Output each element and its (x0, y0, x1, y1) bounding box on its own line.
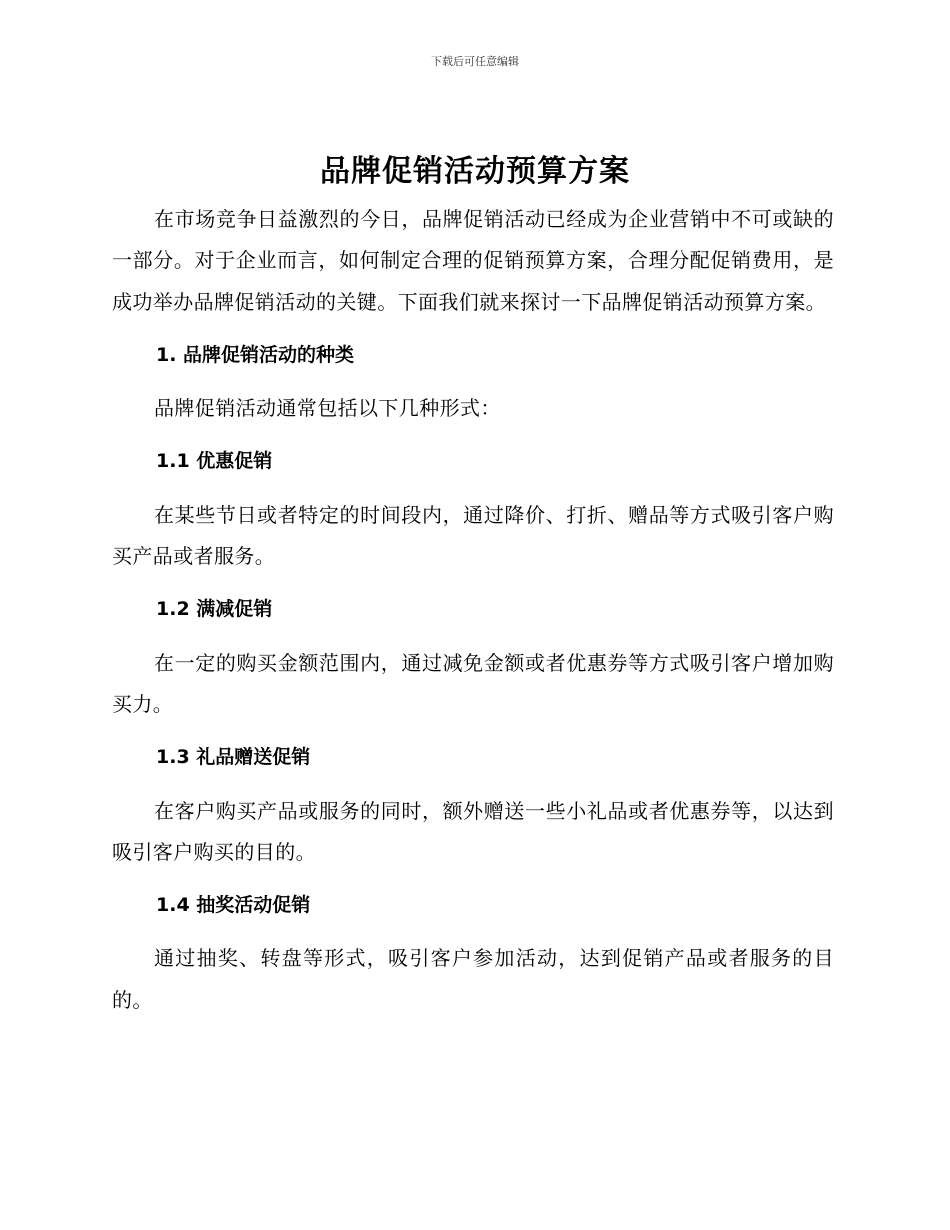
section-heading: 1. 品牌促销活动的种类 (156, 343, 355, 366)
subsection-paragraph-1-4: 通过抽奖、转盘等形式，吸引客户参加活动，达到促销产品或者服务的目的。 (112, 946, 834, 1012)
subsection-paragraph-1-3: 在客户购买产品或服务的同时，额外赠送一些小礼品或者优惠券等，以达到吸引客户购买的目的。 (112, 798, 834, 864)
header-note: 下载后可任意编辑 (431, 55, 519, 68)
document-title: 品牌促销活动预算方案 (320, 154, 630, 189)
subsection-heading-1-1: 1.1 优惠促销 (156, 450, 273, 473)
subsection-paragraph-1-2: 在一定的购买金额范围内，通过减免金额或者优惠券等方式吸引客户增加购买力。 (112, 650, 834, 716)
subsection-heading-1-3: 1.3 礼品赠送促销 (156, 746, 311, 769)
section-lead-paragraph: 品牌促销活动通常包括以下几种形式： (154, 396, 501, 421)
subsection-heading-1-4: 1.4 抽奖活动促销 (156, 894, 311, 917)
subsection-paragraph-1-1: 在某些节日或者特定的时间段内，通过降价、打折、赠品等方式吸引客户购买产品或者服务。 (112, 502, 834, 569)
intro-paragraph: 在市场竞争日益激烈的今日，品牌促销活动已经成为企业营销中不可或缺的一部分。对于企业而言，如何制定合理的促销预算方案，合理分配促销费用，是成功举办品牌促销活动的关键。下面我们就来探讨一下品牌促销活动预算方案。 (112, 207, 834, 314)
document-body (112, 199, 834, 1021)
subsection-heading-1-2: 1.2 满减促销 (156, 598, 273, 621)
